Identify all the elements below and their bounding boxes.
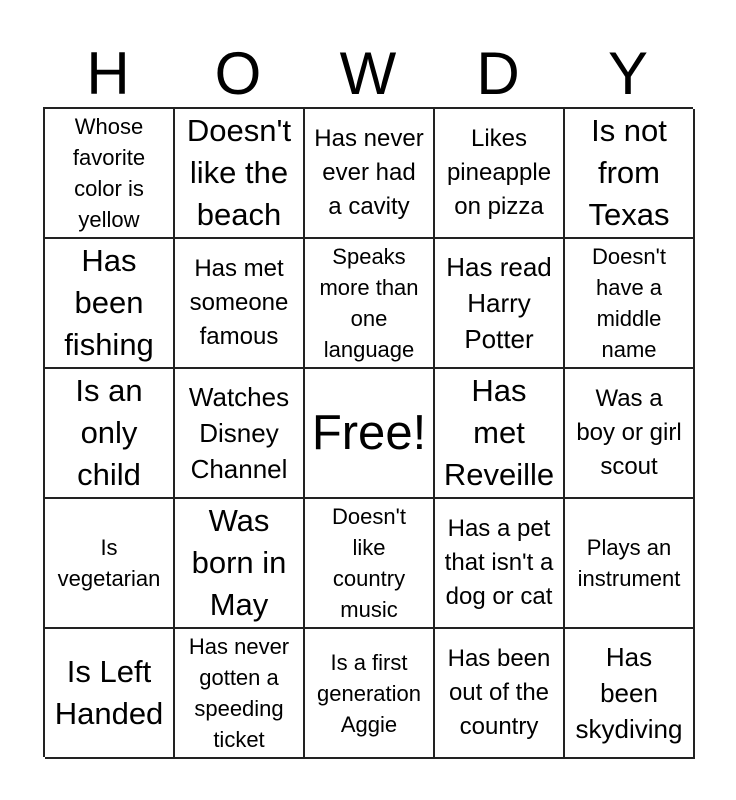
cell-text: Has never gotten a speeding ticket [188,634,290,752]
header-letter-d: D [476,40,520,107]
bingo-cell-r2c4[interactable] [435,239,565,369]
cell-text: Is a first generation Aggie [317,649,421,737]
cell-text: Doesn't like country music [332,504,406,622]
bingo-header [43,40,693,108]
cell-text: Was born in May [191,503,287,622]
bingo-cell-r3c5[interactable] [565,369,695,499]
bingo-cell-r4c1[interactable] [45,499,175,629]
cell-text: Speaks more than one language [319,244,419,362]
cell-text: Is vegetarian [57,535,161,591]
cell-text: Is not from Texas [588,113,670,232]
cell-text: Has been fishing [64,243,154,362]
header-letter-w: W [339,40,397,107]
bingo-cell-r3c1[interactable] [45,369,175,499]
cell-text: Whose favorite color is yellow [72,114,146,232]
cell-text: Has met Reveille [443,373,555,492]
bingo-cell-r5c3[interactable] [305,629,435,759]
bingo-cell-r4c3[interactable] [305,499,435,629]
cell-text: Has met someone famous [189,255,289,350]
bingo-cell-r2c1[interactable] [45,239,175,369]
bingo-cell-r4c4[interactable] [435,499,565,629]
bingo-cell-r1c4[interactable] [435,109,565,239]
cell-text: Has been out of the country [447,645,551,740]
bingo-cell-r1c2[interactable] [175,109,305,239]
free-space-text: Free! [311,406,427,460]
bingo-cell-r5c5[interactable] [565,629,695,759]
bingo-cell-r5c1[interactable] [45,629,175,759]
cell-text: Watches Disney Channel [188,382,290,484]
cell-text: Is Left Handed [54,654,164,731]
header-letter-o: O [214,40,262,107]
bingo-cell-r1c3[interactable] [305,109,435,239]
header-letter-h: H [86,40,130,107]
bingo-cell-r4c2[interactable] [175,499,305,629]
cell-text: Has never ever had a cavity [314,125,424,220]
cell-text: Plays an instrument [577,535,681,591]
header-letter-y: Y [607,40,649,107]
bingo-cell-r5c4[interactable] [435,629,565,759]
bingo-cell-r5c2[interactable] [175,629,305,759]
bingo-cell-r4c5[interactable] [565,499,695,629]
bingo-cell-r1c5[interactable] [565,109,695,239]
bingo-cell-r2c5[interactable] [565,239,695,369]
bingo-cell-free[interactable] [305,369,435,499]
cell-text: Was a boy or girl scout [576,385,682,480]
cell-text: Doesn't like the beach [186,113,292,232]
bingo-cell-r2c3[interactable] [305,239,435,369]
bingo-cell-r3c2[interactable] [175,369,305,499]
bingo-card-grid [43,107,693,757]
cell-text: Is an only child [75,373,143,492]
bingo-cell-r2c2[interactable] [175,239,305,369]
bingo-cell-r3c4[interactable] [435,369,565,499]
cell-text: Doesn't have a middle name [592,244,666,362]
cell-text: Has been skydiving [575,642,683,744]
bingo-cell-r1c1[interactable] [45,109,175,239]
cell-text: Likes pineapple on pizza [446,125,552,220]
cell-text: Has a pet that isn't a dog or cat [444,515,554,610]
cell-text: Has read Harry Potter [446,252,552,354]
